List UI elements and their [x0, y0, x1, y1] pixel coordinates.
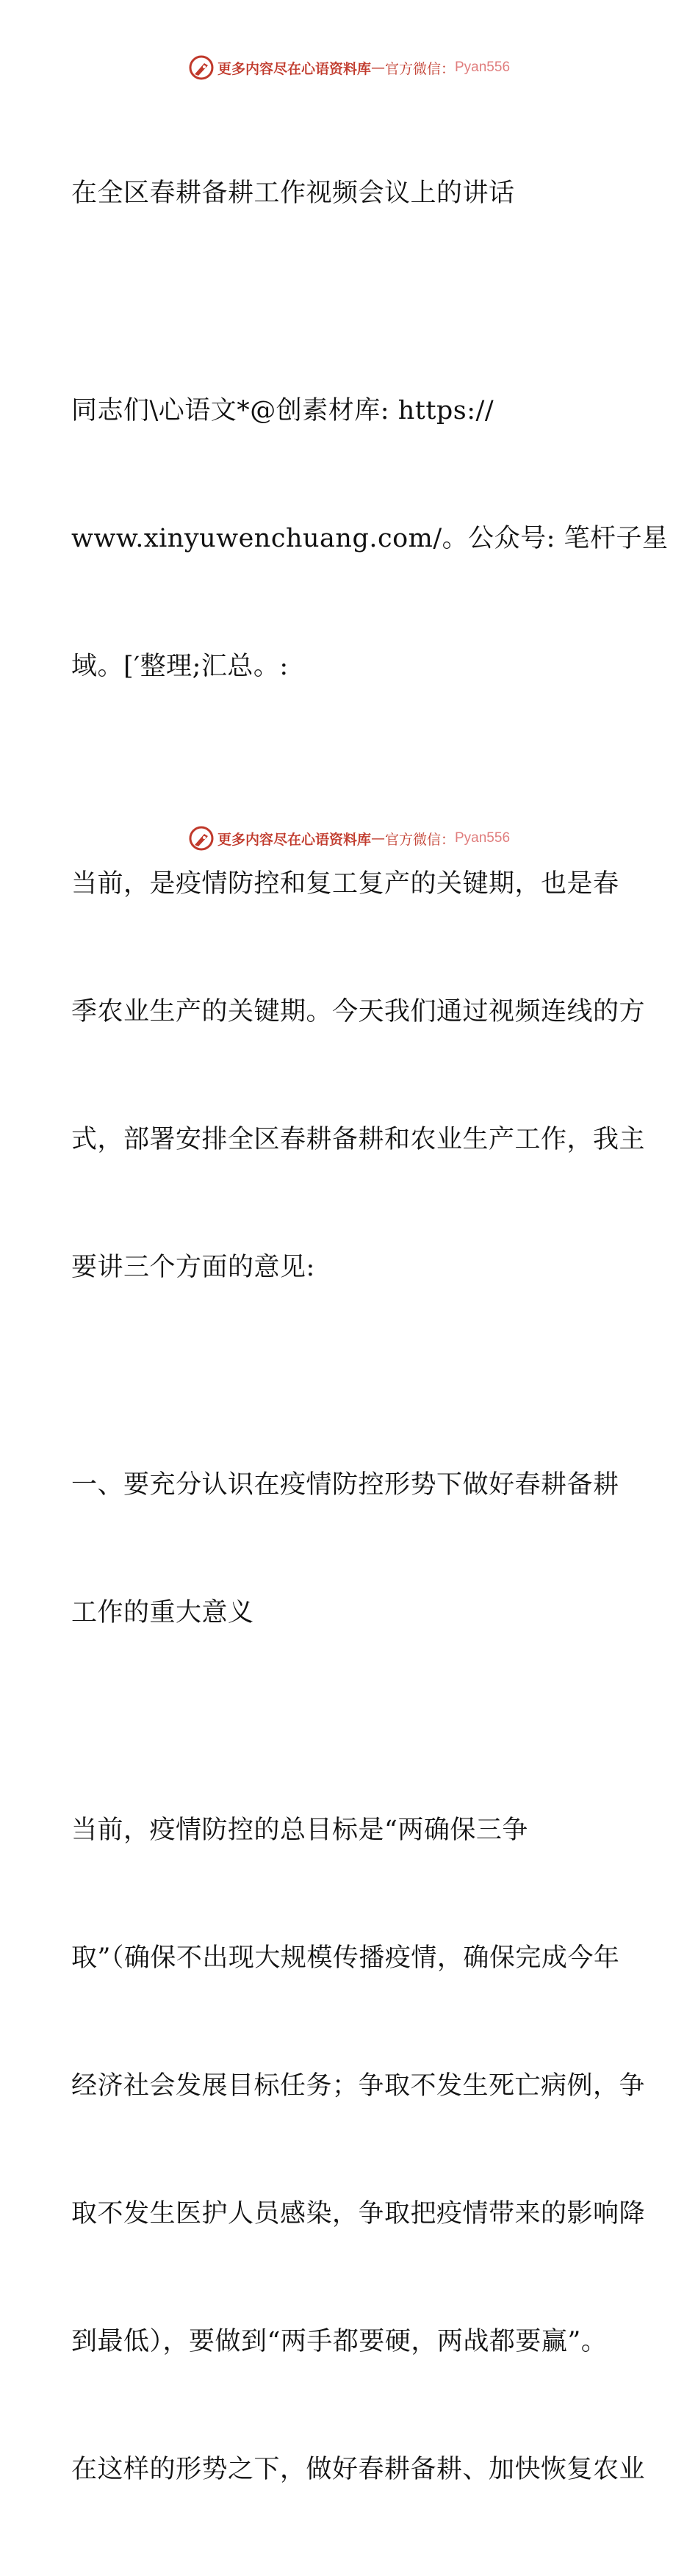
- header-banner: [0, 53, 698, 82]
- text-line: 当前，疫情防控的总目标是“两确保三争: [71, 1816, 528, 1845]
- banner-separator: —: [370, 830, 385, 846]
- salutation-paragraph: [71, 304, 669, 773]
- section-heading: [71, 1378, 630, 1719]
- pen-nib-logo-icon: [188, 54, 215, 81]
- pen-nib-logo-icon: [188, 825, 215, 852]
- banner-wechat-id: Pyan556: [455, 830, 511, 846]
- body-paragraph: [71, 1724, 646, 2576]
- footer-banner: [0, 824, 698, 853]
- title-line: 在全区春耕备耕工作视频会议上的讲话: [71, 179, 515, 208]
- document-title: [71, 87, 630, 300]
- text-line: 在这样的形势之下，做好春耕备耕、加快恢复农业: [71, 2455, 646, 2484]
- text-line: 取不发生医护人员感染，争取把疫情带来的影响降: [71, 2199, 646, 2228]
- text-line: 一、要充分认识在疫情防控形势下做好春耕备耕: [71, 1470, 619, 1500]
- text-line: www.xinyuwenchuang.com/。公众号: 笔杆子星: [71, 524, 669, 553]
- banner-wechat-label: 官方微信：: [384, 831, 455, 848]
- text-line: 经济社会发展目标任务；争取不发生死亡病例，争: [71, 2071, 646, 2101]
- text-line: 式，部署安排全区春耕备耕和农业生产工作，我主: [71, 1125, 646, 1154]
- banner-main-text: 更多内容尽在心语资料库: [217, 831, 371, 848]
- text-line: 季农业生产的关键期。今天我们通过视频连线的方: [71, 997, 646, 1026]
- text-line: 要讲三个方面的意见:: [71, 1253, 315, 1282]
- document-body: [71, 87, 669, 2576]
- banner-separator: —: [370, 60, 385, 76]
- text-line: 工作的重大意义: [71, 1598, 254, 1627]
- banner-main-text: 更多内容尽在心语资料库: [217, 60, 371, 77]
- text-line: 同志们\心语文*@创素材库: https://: [71, 396, 494, 425]
- banner-wechat-label: 官方微信：: [384, 60, 455, 77]
- banner-wechat-id: Pyan556: [455, 60, 511, 75]
- text-line: 取”（确保不出现大规模传播疫情，确保完成今年: [71, 1943, 620, 1973]
- text-line: 当前，是疫情防控和复工复产的关键期，也是春: [71, 869, 619, 899]
- text-line: 域。[′整理;汇总。:: [71, 652, 289, 681]
- text-line: 到最低），要做到“两手都要硬，两战都要赢”。: [71, 2327, 608, 2356]
- intro-paragraph: [71, 777, 646, 1374]
